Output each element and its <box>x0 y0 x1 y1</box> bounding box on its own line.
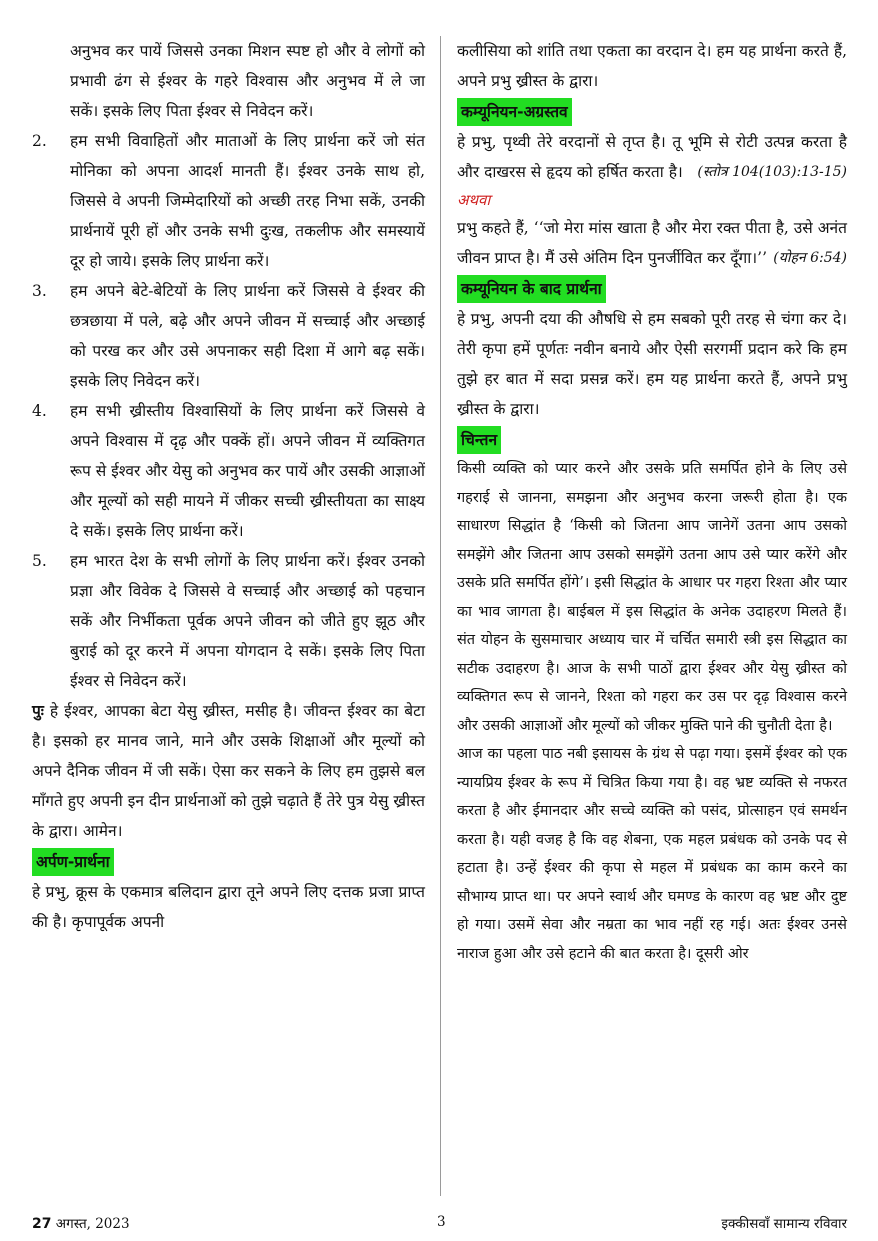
post-communion-heading: कम्यूनियन के बाद प्रार्थना <box>457 275 606 303</box>
offering-prayer-text: हे प्रभु, क्रूस के एकमात्र बलिदान द्वारा तूने अपने लिए दत्तक प्रजा प्राप्त की है। कृपापूर्वक अपनी <box>32 883 425 931</box>
right-column <box>457 36 847 968</box>
prayer-item <box>32 126 425 276</box>
communion-text: हे प्रभु, पृथ्वी तेरे वरदानों से तृप्त है। तू भूमि से रोटी उत्पन्न करता है और दाखरस से हृदय को हर्षित करता है। <box>457 133 847 181</box>
reflection-heading: चिन्तन <box>457 426 501 454</box>
item-number: 2. <box>32 132 47 150</box>
item-number: 3. <box>32 282 47 300</box>
pu-label: पुः <box>32 702 44 720</box>
john-reference: (योहन 6:54) <box>773 250 847 266</box>
offering-prayer-continuation: कलीसिया को शांति तथा एकता का वरदान दे। हम यह प्रार्थना करते हैं, अपने प्रभु ख्रीस्त के द्वारा। <box>457 42 847 90</box>
athava-label: अथवा <box>457 191 491 209</box>
item-1-continuation: अनुभव कर पायें जिससे उनका मिशन स्पष्ट हो और वे लोगों को प्रभावी ढंग से ईश्वर के गहरे विश्वास और अनुभव में ले जा सकें। इसके लिए पिता ईश्वर से निवेदन करें। <box>70 42 425 120</box>
prayer-item <box>32 546 425 696</box>
item-number: 5. <box>32 552 47 570</box>
reflection-paragraph-1: किसी व्यक्ति को प्यार करने और उसके प्रति समर्पित होने के लिए उसे गहराई से जानना, समझना और अनुभव करना जरूरी होता है। एक साधारण सिद्धांत है ‘किसी को जितना आप जानेगें उतना आप उसको समझेंगे और जितना आप उसको समझेंगे उतना आप उसे प्यार करेंगे और उसके प्रति समर्पित होंगे’। इसी सिद्धांत के आधार पर गहरा रिश्ता और प्यार का भाव जागता है। बाईबल में इस सिद्धांत के अनेक उदाहरण मिलते हैं। संत योहन के सुसमाचार अध्याय चार में चर्चित समारी स्त्री इस सिद्धात का सटीक उदाहरण है। आज के सभी पाठों द्वारा ईश्वर और येसु ख्रीस्त को व्यक्तिगत रूप से जानने, रिश्ता को गहरा कर उस पर दृढ़ विश्वास करने और उसकी आज्ञाओं और मूल्यों को जीकर मुक्ति पाने की चुनौती देता है। <box>457 461 847 734</box>
communion-antiphon-heading: कम्यूनियन-अग्रस्तव <box>457 98 572 126</box>
reflection-paragraph-2: आज का पहला पाठ नबी इसायस के ग्रंथ से पढ़ा गया। इसमें ईश्वर को एक न्यायप्रिय ईश्वर के रूप में चित्रित किया गया है। वह भ्रष्ट व्यक्ति से नफरत करता है और ईमानदार और सच्चे व्यक्ति को पसंद, प्रोत्साहन एवं समर्थन करता है। यही वजह है कि वह शेबना, एक महल प्रबंधक को उनके पद से हटाता है। उन्हें ईश्वर की कृपा से महल में प्रबंधक का काम करने का सौभाग्य प्राप्त था। पर अपने स्वार्थ और घमण्ड के कारण वह भ्रष्ट और दुष्ट हो गया। उसमें सेवा और नम्रता का भाव नहीं रह गई। अतः ईश्वर उनसे नाराज हुआ और उसे हटाने की बात करता है। दूसरी ओर <box>457 746 847 962</box>
footer-date <box>32 1214 130 1232</box>
prayer-item <box>32 396 425 546</box>
page-footer <box>32 1214 847 1234</box>
item-number: 4. <box>32 402 47 420</box>
communion-antiphon-text <box>457 127 847 187</box>
concluding-prayer <box>32 696 425 846</box>
prayer-item <box>32 276 425 396</box>
offering-prayer-heading: अर्पण-प्रार्थना <box>32 848 114 876</box>
concluding-prayer-text: हे ईश्वर, आपका बेटा येसु ख्रीस्त, मसीह है। जीवन्त ईश्वर का बेटा है। इसको हर मानव जाने, माने और उसके शिक्षाओं और मूल्यों को अपने दैनिक जीवन में जी सकें। ऐसा कर सकने के लिए हम तुझसे बल माँगते हुए अपनी इन दीन प्रार्थनाओं को तुझे चढ़ाते हैं तेरे पुत्र येसु ख्रीस्त के द्वारा। आमेन। <box>32 702 425 840</box>
left-column <box>32 36 425 937</box>
item-text: हम सभी विवाहितों और माताओं के लिए प्रार्थना करें जो संत मोनिका को अपना आदर्श मानती हैं। ईश्वर उनके साथ हो, जिससे वे अपनी जिम्मेदारियों को अच्छी तरह निभा सकें, उनकी प्रार्थनायें पूरी हों और उनके सभी दुःख, तकलीफ और समस्यायें दूर हो जाये। इसके लिए प्रार्थना करें। <box>70 132 425 270</box>
column-divider <box>440 36 441 1196</box>
footer-month-year: अगस्त, 2023 <box>51 1216 130 1232</box>
footer-occasion: इक्कीसवाँ सामान्य रविवार <box>721 1216 847 1232</box>
item-text: हम सभी ख्रीस्तीय विश्वासियों के लिए प्रार्थना करें जिससे वे अपने विश्वास में दृढ़ और पक्कें हों। अपने जीवन में व्यक्तिगत रूप से ईश्वर और येसु को अनुभव कर पायें और उसकी आज्ञाओं और मूल्यों को सही मायने में जीकर सच्ची ख्रीस्तीयता का साक्ष्य दे सकें। इसके लिए प्रार्थना करें। <box>70 402 425 540</box>
post-communion-text: हे प्रभु, अपनी दया की औषधि से हम सबको पूरी तरह से चंगा कर दे। तेरी कृपा हमें पूर्णतः नवीन बनाये और ऐसी सरगर्मी प्रदान करे कि हम तुझे हर बात में सदा प्रसन्न करें। हम यह प्रार्थना करते हैं, अपने प्रभु ख्रीस्त के द्वारा। <box>457 310 847 418</box>
alternate-antiphon <box>457 213 847 273</box>
page-number: 3 <box>437 1214 446 1230</box>
footer-day: 27 <box>32 1216 52 1232</box>
item-text: हम भारत देश के सभी लोगों के लिए प्रार्थना करें। ईश्वर उनको प्रज्ञा और विवेक दे जिससे वे सच्चाई और अच्छाई को पहचान सकें और निर्भीकता पूर्वक अपने जीवन को जीते हुए झूठ और बुराई को दूर करने में अपना योगदान दे सकें। इसके लिए पिता ईश्वर से निवेदन करें। <box>70 552 425 690</box>
psalm-reference: (स्तोत्र 104(103):13-15) <box>697 164 847 180</box>
item-text: हम अपने बेटे-बेटियों के लिए प्रार्थना करें जिससे वे ईश्वर की छत्रछाया में पले, बढ़े और अपने जीवन में सच्चाई और अच्छाई को परख कर और उसे अपनाकर सही दिशा में आगे बढ़ सकें। इसके लिए निवेदन करें। <box>70 282 425 390</box>
alternate-text: प्रभु कहते हैं, ‘‘जो मेरा मांस खाता है और मेरा रक्त पीता है, उसे अनंत जीवन प्राप्त है। मैं उसे अंतिम दिन पुनर्जीवित कर दूँगा।’’ <box>457 219 847 267</box>
